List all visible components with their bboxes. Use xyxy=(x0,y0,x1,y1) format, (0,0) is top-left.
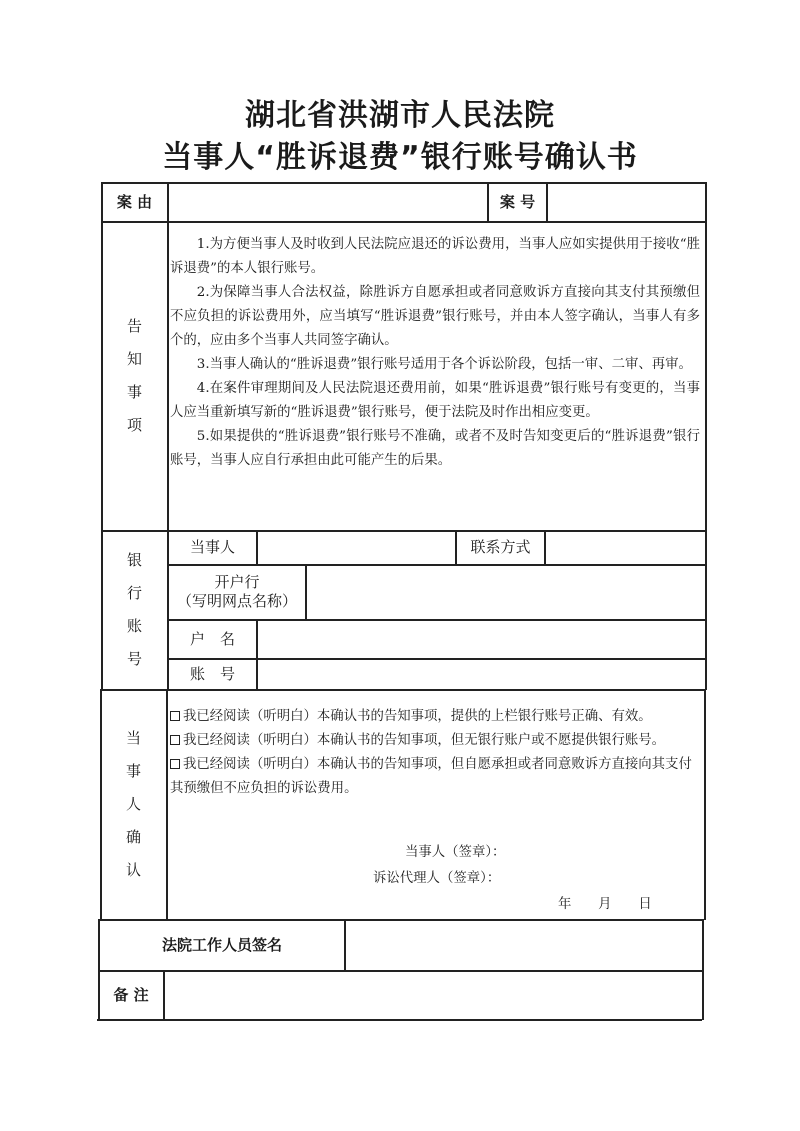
confirm-label-char: 当 xyxy=(125,729,141,747)
contact-field[interactable] xyxy=(546,531,705,564)
confirm-label-char: 事 xyxy=(125,762,141,780)
branch-label-main: 开户行 xyxy=(214,573,260,591)
account-holder-label: 户 名 xyxy=(189,629,235,648)
notice-item: 4.在案件审理期间及人民法院退还费用前，如果“胜诉退费”银行账号有变更的，当事人应当重新填写新的“胜诉退费”银行账号，便于法院及时作出相应变更。 xyxy=(170,381,700,420)
case-number-label: 案 号 xyxy=(499,192,536,211)
table-border-right xyxy=(705,182,707,690)
notice-label-char: 告 xyxy=(126,317,142,335)
remarks-label: 备 注 xyxy=(113,985,149,1004)
branch-label xyxy=(169,565,305,619)
checkbox[interactable] xyxy=(170,759,180,769)
account-number-field[interactable] xyxy=(258,659,705,689)
confirm-label-char: 确 xyxy=(125,828,141,846)
party-label: 当事人 xyxy=(189,538,235,556)
case-cause-label: 案 由 xyxy=(116,192,153,211)
remarks-field[interactable] xyxy=(165,971,702,1019)
document-subtitle: 当事人“胜诉退费”银行账号确认书 xyxy=(162,140,638,175)
staff-signature-field[interactable] xyxy=(346,920,702,970)
confirm-label-char: 认 xyxy=(125,861,141,879)
option-text: 我已经阅读（听明白）本确认书的告知事项，提供的上栏银行账号正确、有效。 xyxy=(183,709,652,724)
notice-label-char: 知 xyxy=(126,350,142,368)
option-text: 我已经阅读（听明白）本确认书的告知事项，但无银行账户或不愿提供银行账号。 xyxy=(183,733,666,748)
document-title: 湖北省洪湖市人民法院 xyxy=(245,98,555,133)
notice-items xyxy=(170,233,700,473)
row-divider xyxy=(101,221,706,223)
bank-label-char: 账 xyxy=(126,617,142,635)
bank-label-char: 银 xyxy=(126,551,142,569)
row-divider xyxy=(100,689,706,691)
table-border-bottom xyxy=(97,1019,702,1021)
signature-date: 年 月 日 xyxy=(558,897,652,912)
label-column-divider xyxy=(166,689,168,920)
confirm-label xyxy=(101,690,166,919)
branch-label-note: （写明网点名称） xyxy=(176,592,297,610)
confirm-options xyxy=(170,705,700,801)
bank-label xyxy=(102,531,167,689)
staff-signature-label: 法院工作人员签名 xyxy=(161,935,282,954)
checkbox[interactable] xyxy=(170,735,180,745)
notice-item: 1.为方便当事人及时收到人民法院应退还的诉讼费用，当事人应如实提供用于接收“胜诉退费”的本人银行账号。 xyxy=(170,237,700,276)
notice-label xyxy=(102,222,167,530)
confirm-option-1 xyxy=(170,705,700,729)
table-border-right xyxy=(704,689,706,920)
notice-item: 2.为保障当事人合法权益，除胜诉方自愿承担或者同意败诉方直接向其支付其预缴但不应负担的诉讼费用外，应当填写“胜诉退费”银行账号，并由本人签字确认，当事人有多个的，应由多个当事人共同签字确认。 xyxy=(170,285,700,348)
case-number-field[interactable] xyxy=(548,183,705,221)
option-text: 我已经阅读（听明白）本确认书的告知事项，但自愿承担或者同意败诉方直接向其支付其预缴但不应负担的诉讼费用。 xyxy=(170,757,692,796)
notice-label-char: 事 xyxy=(126,383,142,401)
account-number-label: 账 号 xyxy=(189,664,235,683)
case-cause-field[interactable] xyxy=(169,183,487,221)
party-signature-label: 当事人（签章）： xyxy=(405,845,506,860)
account-holder-field[interactable] xyxy=(258,620,705,658)
notice-label-char: 项 xyxy=(126,416,142,434)
table-border-right xyxy=(702,919,704,1020)
notice-item: 3.当事人确认的“胜诉退费”银行账号适用于各个诉讼阶段，包括一审、二审、再审。 xyxy=(196,357,692,372)
bank-label-char: 号 xyxy=(126,650,142,668)
confirm-option-3 xyxy=(170,753,700,801)
party-field[interactable] xyxy=(258,531,455,564)
bank-label-char: 行 xyxy=(126,584,142,602)
contact-label: 联系方式 xyxy=(470,538,531,556)
notice-item: 5.如果提供的“胜诉退费”银行账号不准确，或者不及时告知变更后的“胜诉退费”银行账号，当事人应自行承担由此可能产生的后果。 xyxy=(170,429,700,468)
branch-field[interactable] xyxy=(307,565,705,619)
checkbox[interactable] xyxy=(170,711,180,721)
confirm-option-2 xyxy=(170,729,700,753)
agent-signature-label: 诉讼代理人（签章）： xyxy=(373,871,501,886)
confirm-label-char: 人 xyxy=(125,795,141,813)
